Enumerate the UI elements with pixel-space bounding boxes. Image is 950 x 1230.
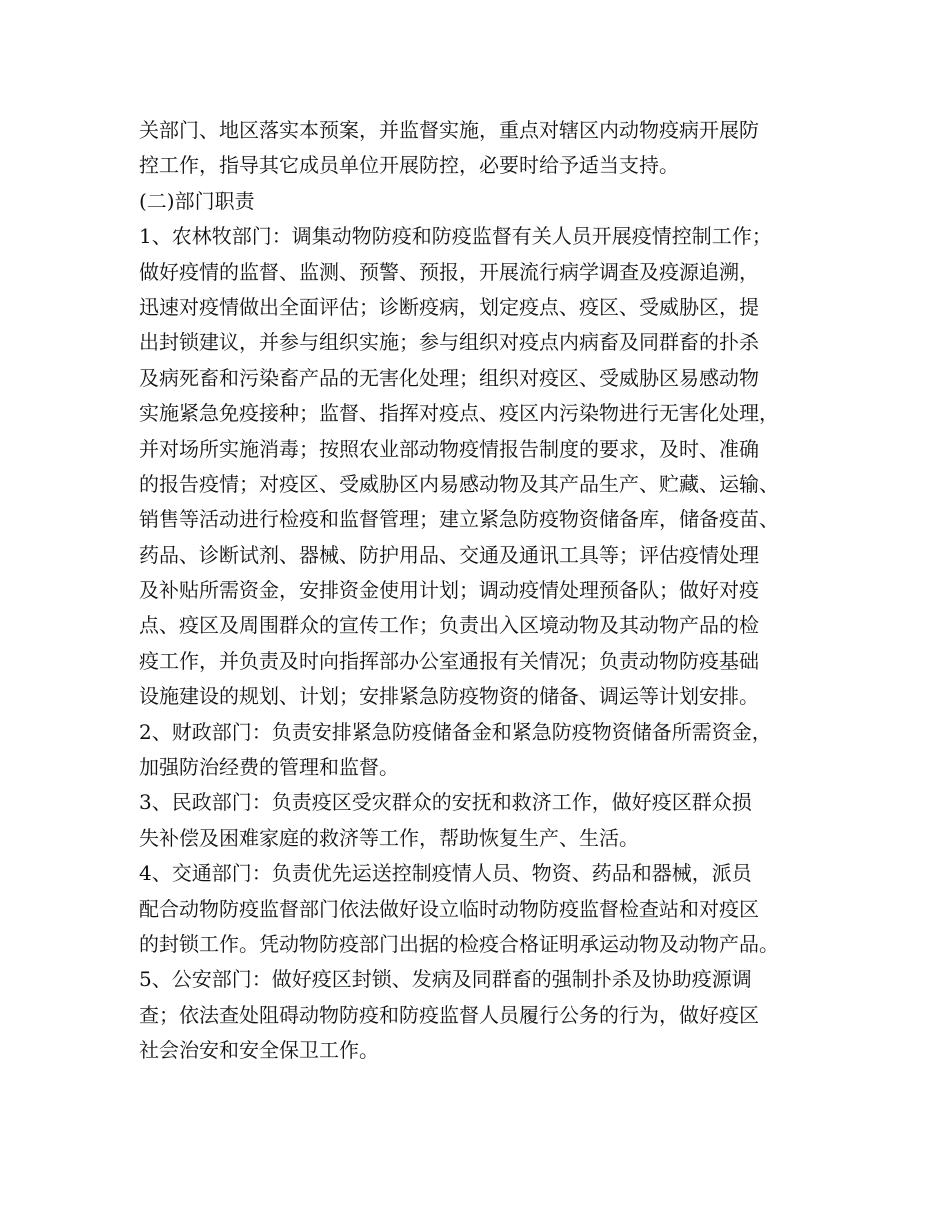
section-heading: (二)部门职责 — [139, 188, 255, 213]
text-line: 及病死畜和污染畜产品的无害化处理；组织对疫区、受威胁区易感动物 — [139, 365, 759, 390]
text-line: 控工作，指导其它成员单位开展防控，必要时给予适当支持。 — [139, 153, 679, 178]
text-line: 的报告疫情；对疫区、受威胁区内易感动物及其产品生产、贮藏、运输、 — [139, 471, 779, 496]
text-line: 出封锁建议，并参与组织实施；参与组织对疫点内病畜及同群畜的扑杀 — [139, 330, 759, 355]
text-line: 查；依法查处阻碍动物防疫和防疫监督人员履行公务的行为，做好疫区 — [139, 1002, 759, 1027]
text-line: 设施建设的规划、计划；安排紧急防疫物资的储备、调运等计划安排。 — [139, 684, 759, 709]
text-line: 并对场所实施消毒；按照农业部动物疫情报告制度的要求，及时、准确 — [139, 436, 759, 461]
text-line: 配合动物防疫监督部门依法做好设立临时动物防疫监督检查站和对疫区 — [139, 896, 759, 921]
text-line: 销售等活动进行检疫和监督管理；建立紧急防疫物资储备库，储备疫苗、 — [139, 507, 779, 532]
text-line: 的封锁工作。凭动物防疫部门出据的检疫合格证明承运动物及动物产品。 — [139, 931, 779, 956]
text-line: 社会治安和安全保卫工作。 — [139, 1038, 379, 1063]
text-line: 5、公安部门：做好疫区封锁、发病及同群畜的强制扑杀及协助疫源调 — [139, 967, 752, 992]
text-line: 加强防治经费的管理和监督。 — [139, 755, 399, 780]
text-line: 及补贴所需资金，安排资金使用计划；调动疫情处理预备队；做好对疫 — [139, 578, 759, 603]
document-body — [139, 113, 839, 1069]
text-line: 2、财政部门：负责安排紧急防疫储备金和紧急防疫物资储备所需资金， — [139, 719, 772, 744]
text-line: 1、农林牧部门：调集动物防疫和防疫监督有关人员开展疫情控制工作； — [139, 224, 772, 249]
text-line: 实施紧急免疫接种；监督、指挥对疫点、疫区内污染物进行无害化处理， — [139, 401, 779, 426]
text-line: 4、交通部门：负责优先运送控制疫情人员、物资、药品和器械，派员 — [139, 861, 752, 886]
text-line: 疫工作，并负责及时向指挥部办公室通报有关情况；负责动物防疫基础 — [139, 648, 759, 673]
text-line: 点、疫区及周围群众的宣传工作；负责出入区境动物及其动物产品的检 — [139, 613, 759, 638]
text-line: 3、民政部门：负责疫区受灾群众的安抚和救济工作，做好疫区群众损 — [139, 790, 752, 815]
text-line: 药品、诊断试剂、器械、防护用品、交通及通讯工具等；评估疫情处理 — [139, 542, 759, 567]
text-line: 失补偿及困难家庭的救济等工作，帮助恢复生产、生活。 — [139, 825, 639, 850]
text-line: 关部门、地区落实本预案，并监督实施，重点对辖区内动物疫病开展防 — [139, 118, 759, 142]
text-line: 做好疫情的监督、监测、预警、预报，开展流行病学调查及疫源追溯， — [139, 259, 759, 284]
text-line: 迅速对疫情做出全面评估；诊断疫病，划定疫点、疫区、受威胁区，提 — [139, 294, 759, 319]
